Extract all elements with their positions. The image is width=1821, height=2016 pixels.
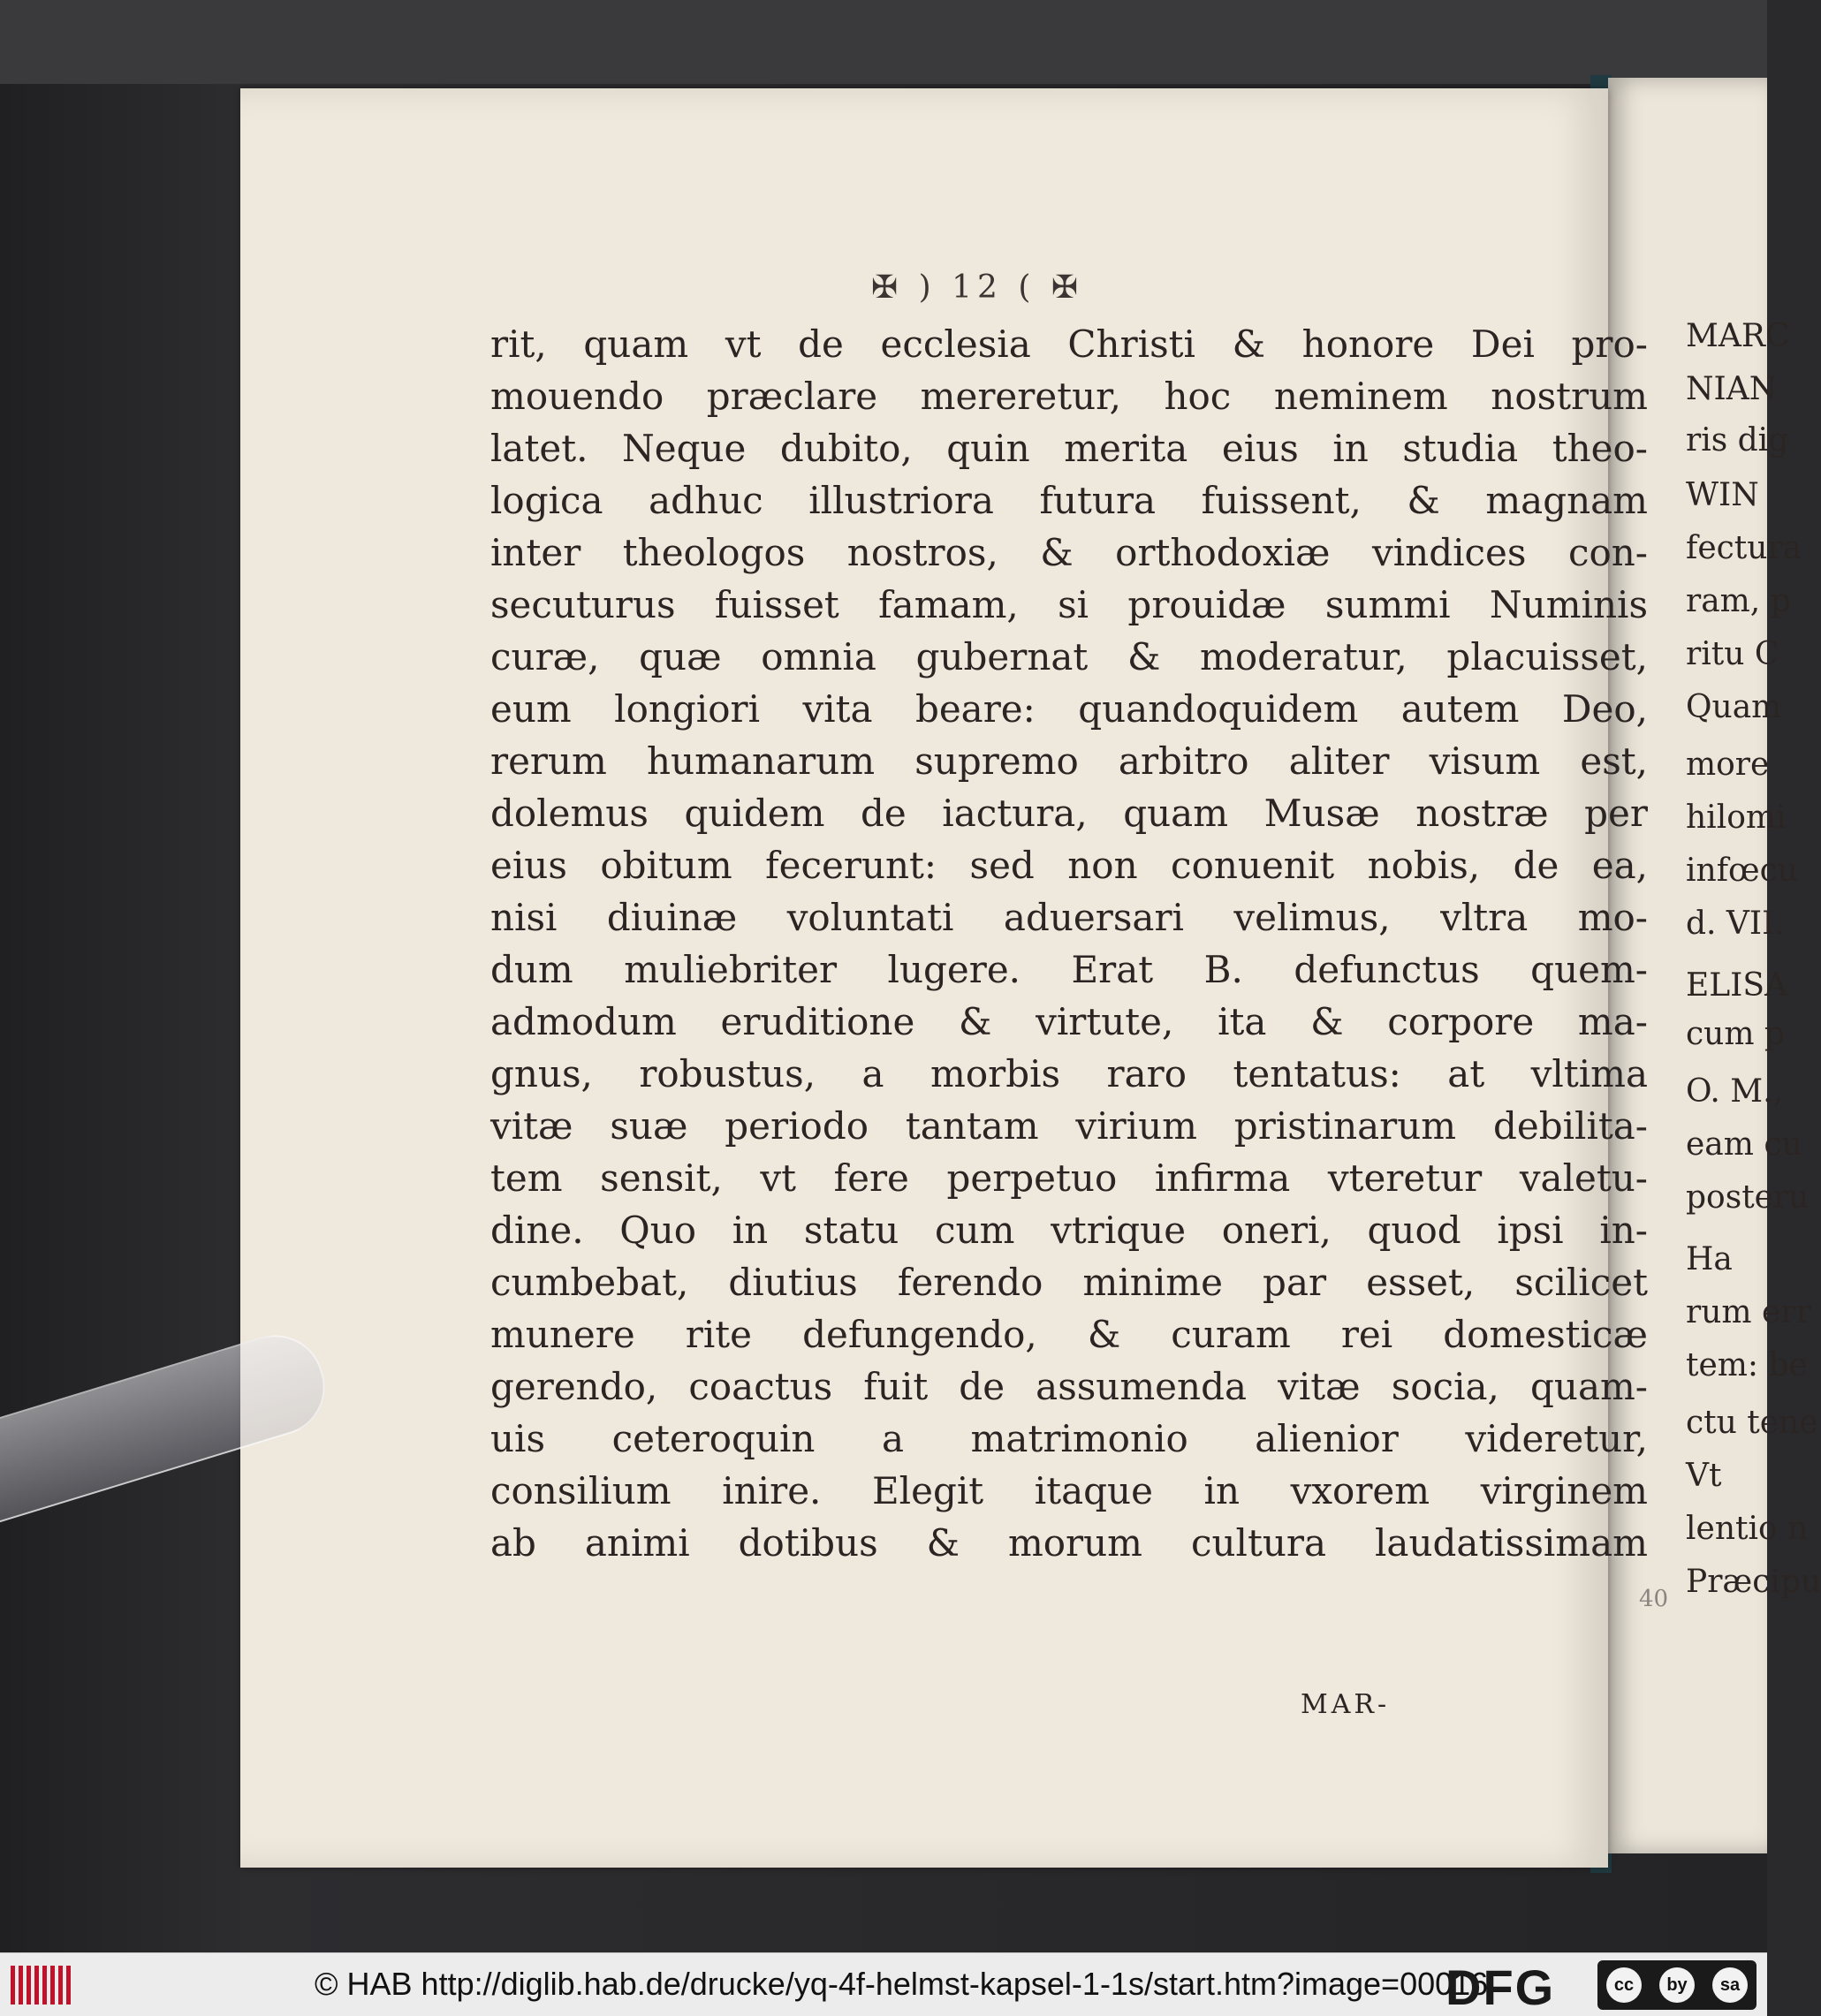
facing-page-line: more — [1686, 747, 1770, 783]
text-line: dolemus quidem de iactura, quam Musæ nostræ per — [490, 792, 1648, 835]
text-line: admodum eruditione & virtute, ita & corpore ma- — [490, 1000, 1648, 1043]
scan-top-edge — [0, 0, 1767, 84]
hab-logo-icon — [11, 1966, 72, 2005]
dfg-logo: DFG — [1445, 1959, 1556, 2015]
cc-license-badge[interactable] — [1597, 1960, 1757, 2010]
facing-page-line: d. VII. — [1686, 906, 1785, 942]
text-line: uis ceteroquin a matrimonio alienior videretur, — [490, 1417, 1648, 1460]
facing-page-line: cum p — [1686, 1016, 1785, 1052]
facing-page-line: Ha — [1686, 1241, 1733, 1277]
catchword: MAR- — [1301, 1689, 1391, 1720]
text-line: rit, quam vt de ecclesia Christi & honore Dei pro- — [490, 322, 1648, 366]
facing-page-line: tem: be — [1686, 1347, 1808, 1383]
facing-page-margin-note: 40 — [1639, 1586, 1669, 1612]
text-line: gnus, robustus, a morbis raro tentatus: at vltima — [490, 1052, 1648, 1095]
text-line: logica adhuc illustriora futura fuissent, & magnam — [490, 479, 1648, 522]
facing-page-line: posteru — [1686, 1179, 1810, 1216]
cc-icon: cc — [1606, 1967, 1642, 2003]
facing-page-line: Quam — [1686, 689, 1782, 725]
by-icon: by — [1659, 1967, 1695, 2003]
text-line: dine. Quo in statu cum vtrique oneri, quod ipsi in- — [490, 1209, 1648, 1252]
facing-page-line: Præcipu — [1686, 1564, 1821, 1600]
text-line: gerendo, coactus fuit de assumenda vitæ socia, quam- — [490, 1365, 1648, 1408]
facing-page-line: ram, p — [1686, 583, 1791, 619]
facing-page-line: ritu C — [1686, 636, 1779, 672]
text-line: curæ, quæ omnia gubernat & moderatur, placuisset, — [490, 635, 1648, 678]
facing-page-line: ris dig — [1686, 422, 1789, 459]
facing-page-line: ELISA — [1686, 967, 1788, 1004]
page-header: ✠ ) 12 ( ✠ — [871, 269, 1083, 306]
text-line: consilium inire. Elegit itaque in vxorem virginem — [490, 1469, 1648, 1512]
facing-page-line: WIN — [1686, 477, 1759, 513]
text-line: nisi diuinæ voluntati aduersari velimus, vltra mo- — [490, 896, 1648, 939]
facing-page-line: NIAN — [1686, 371, 1778, 407]
viewer-footer — [0, 1952, 1767, 2016]
text-line: rerum humanarum supremo arbitro aliter visum est, — [490, 739, 1648, 783]
facing-page-line: hilomi — [1686, 800, 1787, 836]
text-line: vitæ suæ periodo tantam virium pristinarum debilita- — [490, 1104, 1648, 1148]
facing-page-line: MARC — [1686, 318, 1790, 354]
text-line: cumbebat, diutius ferendo minime par esset, scilicet — [490, 1261, 1648, 1304]
text-line: latet. Neque dubito, quin merita eius in studia theo- — [490, 427, 1648, 470]
sa-icon: sa — [1712, 1967, 1748, 2003]
facing-page-line: Vt — [1686, 1458, 1722, 1494]
text-line: tem sensit, vt fere perpetuo infirma vteretur valetu- — [490, 1156, 1648, 1200]
text-line: dum muliebriter lugere. Erat B. defunctus quem- — [490, 948, 1648, 991]
text-line: eum longiori vita beare: quandoquidem autem Deo, — [490, 687, 1648, 731]
footer-credit-link[interactable]: © HAB http://diglib.hab.de/drucke/yq-4f-helmst-kapsel-1-1s/start.htm?image=00016 — [315, 1966, 1489, 2002]
facing-page-line: fectura — [1686, 530, 1802, 566]
book-page — [240, 88, 1648, 1868]
text-line: inter theologos nostros, & orthodoxiæ vindices con- — [490, 531, 1648, 574]
facing-page-line: rum err — [1686, 1294, 1811, 1330]
text-line: munere rite defungendo, & curam rei domesticæ — [490, 1313, 1648, 1356]
facing-page-line: lentio n — [1686, 1511, 1809, 1547]
facing-page-line: ctu tene — [1686, 1405, 1818, 1441]
text-line: secuturus fuisset famam, si prouidæ summi Numinis — [490, 583, 1648, 626]
facing-page-line: infœcu — [1686, 853, 1798, 889]
text-line: mouendo præclare mereretur, hoc neminem nostrum — [490, 375, 1648, 418]
facing-page-line: eam cu — [1686, 1126, 1802, 1163]
text-line: eius obitum fecerunt: sed non conuenit nobis, de ea, — [490, 844, 1648, 887]
page-body-text — [490, 318, 1648, 1569]
facing-page-line: O. M., — [1686, 1073, 1784, 1110]
text-line: ab animi dotibus & morum cultura laudatissimam — [490, 1521, 1648, 1565]
